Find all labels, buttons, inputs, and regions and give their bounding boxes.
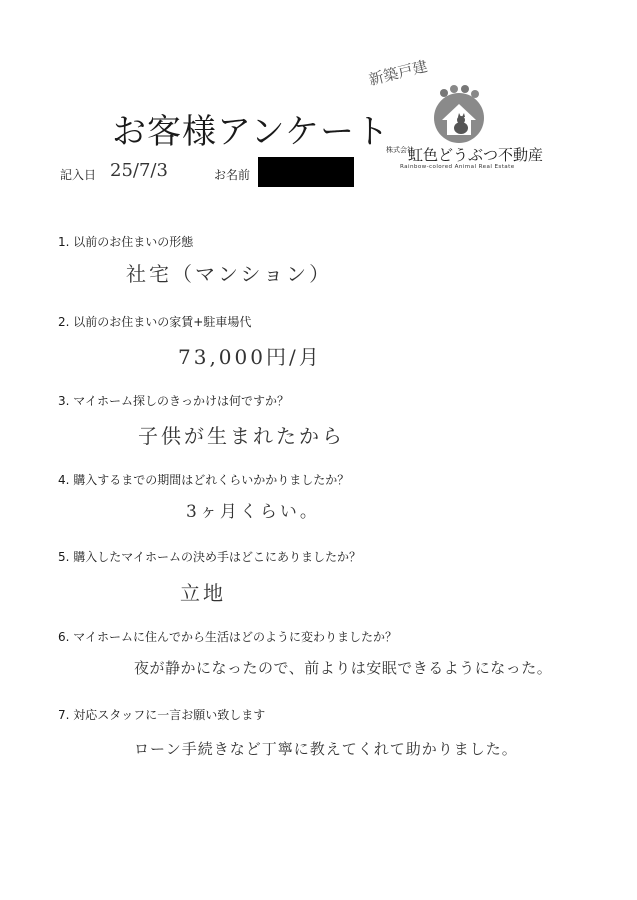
answer-3: 子供が生まれたから (138, 424, 345, 448)
name-label: お名前 (214, 168, 251, 182)
question-3 (58, 392, 289, 409)
question-number: 6. (58, 630, 70, 644)
question-number: 3. (58, 394, 70, 408)
question-text: 以前のお住まいの形態 (73, 235, 194, 249)
answer-5: 立地 (180, 581, 226, 605)
question-7 (58, 706, 265, 723)
question-number: 5. (58, 550, 70, 564)
handwritten-note: 新築戸建 (366, 56, 430, 89)
company-logo (428, 84, 490, 146)
answer-6: 夜が静かになったので、前よりは安眠できるようになった。 (134, 659, 553, 677)
question-text: 以前のお住まいの家賃+駐車場代 (73, 315, 252, 329)
question-text: マイホーム探しのきっかけは何ですか？ (73, 394, 290, 408)
company-name-en: Rainbow-colored Animal Real Estate (400, 164, 515, 170)
question-text: 購入したマイホームの決め手はどこにありましたか？ (73, 550, 362, 564)
question-5 (58, 548, 361, 565)
answer-1: 社宅（マンション） (126, 262, 333, 286)
question-text: 対応スタッフに一言お願い致します (73, 708, 266, 722)
question-number: 2. (58, 315, 70, 329)
answer-7: ローン手続きなど丁寧に教えてくれて助かりました。 (134, 740, 518, 758)
question-text: 購入するまでの期間はどれくらいかかりましたか？ (73, 473, 350, 487)
question-6 (58, 628, 397, 645)
date-label: 記入日 (60, 168, 97, 182)
page-title: お客様アンケート (112, 112, 390, 152)
question-text: マイホームに住んでから生活はどのように変わりましたか？ (73, 630, 398, 644)
question-number: 7. (58, 708, 70, 722)
house-cat-logo-icon (428, 84, 490, 146)
question-2 (58, 313, 251, 330)
company-prefix: 株式会社 (386, 146, 414, 154)
company-name: 虹色どうぶつ不動産 (408, 146, 544, 164)
name-redaction (258, 157, 354, 187)
answer-2: 73,000円/月 (178, 345, 322, 369)
answer-4: 3ヶ月くらい。 (186, 502, 320, 522)
question-number: 1. (58, 235, 70, 249)
question-4 (58, 471, 349, 488)
question-number: 4. (58, 473, 70, 487)
date-value: 25/7/3 (110, 160, 168, 181)
question-1 (58, 233, 193, 250)
